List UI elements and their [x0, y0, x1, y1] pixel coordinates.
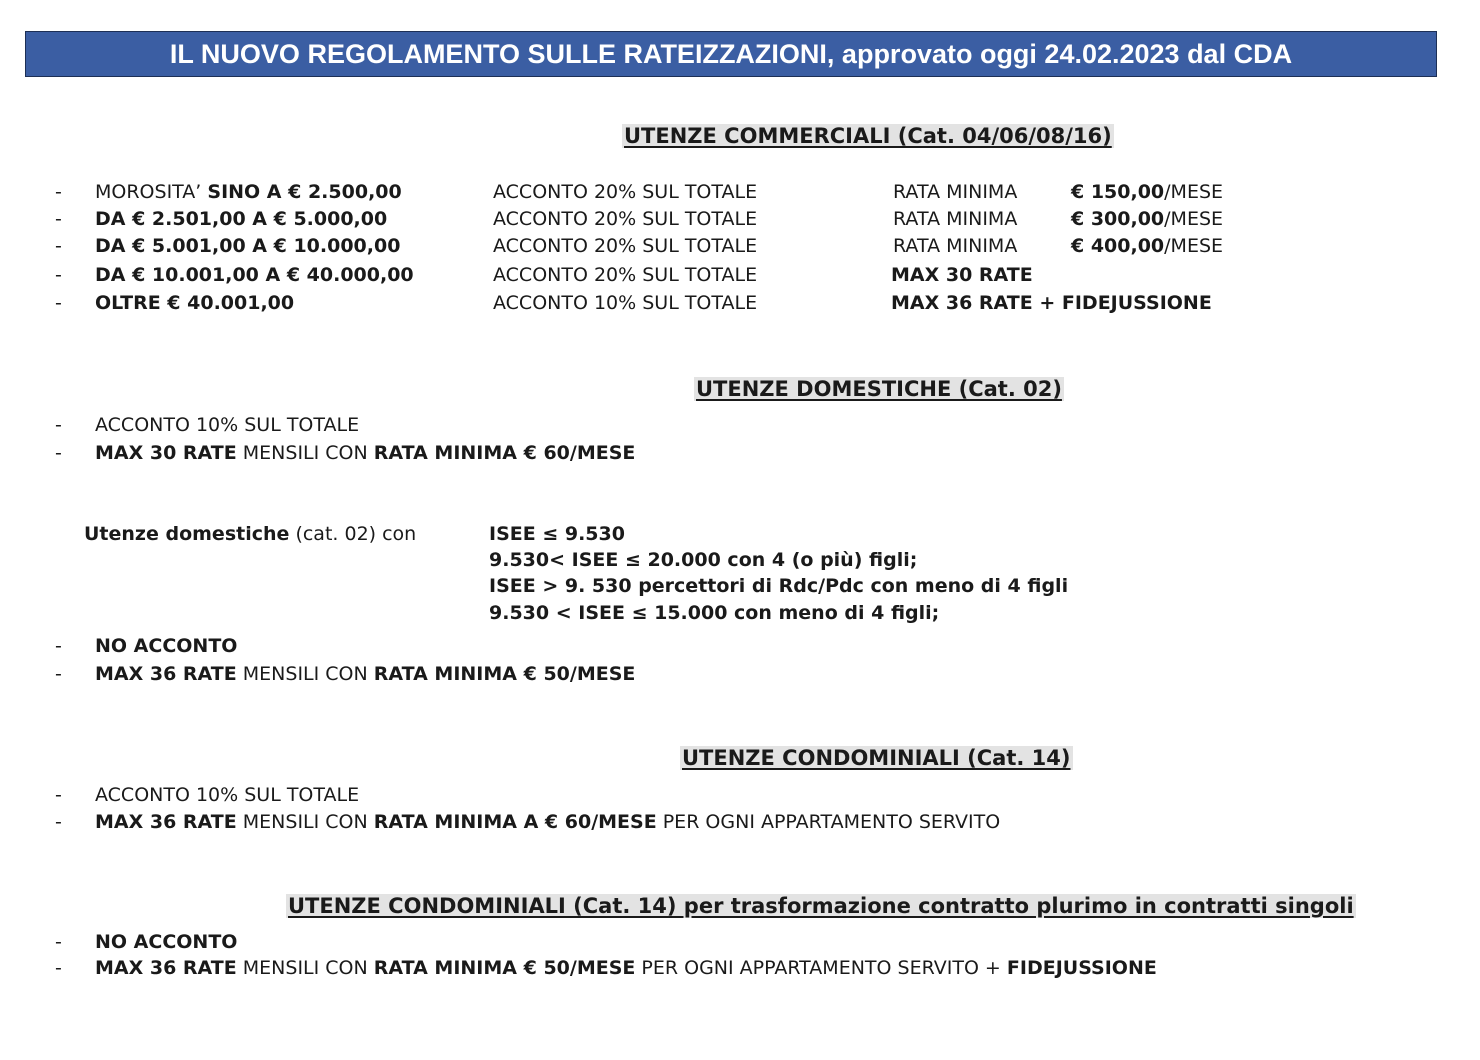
bullet: -: [55, 235, 62, 257]
domestiche-item-3: NO ACCONTO: [95, 635, 238, 657]
commerciali-rata-value: € 300,00/MESE: [1071, 208, 1224, 230]
commerciali-max-rate: MAX 36 RATE + FIDEJUSSIONE: [891, 292, 1212, 314]
bullet: -: [55, 264, 62, 286]
heading-trasformazione: UTENZE CONDOMINIALI (Cat. 14) per trasformazione contratto plurimo in contratti singoli: [288, 894, 1354, 918]
commerciali-range: DA € 2.501,00 A € 5.000,00: [95, 208, 388, 230]
bullet: -: [55, 442, 62, 464]
trasformazione-item-2: MAX 36 RATE MENSILI CON RATA MINIMA € 50/MESE PER OGNI APPARTAMENTO SERVITO + FIDEJUSSIONE: [95, 957, 1157, 979]
commerciali-range: DA € 10.001,00 A € 40.000,00: [95, 264, 414, 286]
commerciali-acconto: ACCONTO 10% SUL TOTALE: [493, 292, 758, 314]
bullet: -: [55, 181, 62, 203]
commerciali-acconto: ACCONTO 20% SUL TOTALE: [493, 264, 758, 286]
commerciali-acconto: ACCONTO 20% SUL TOTALE: [493, 208, 758, 230]
bullet: -: [55, 811, 62, 833]
bullet: -: [55, 414, 62, 436]
condominiali-item-1: ACCONTO 10% SUL TOTALE: [95, 784, 360, 806]
domestiche-item-1: ACCONTO 10% SUL TOTALE: [95, 414, 360, 436]
commerciali-acconto: ACCONTO 20% SUL TOTALE: [493, 181, 758, 203]
commerciali-acconto: ACCONTO 20% SUL TOTALE: [493, 235, 758, 257]
bullet: -: [55, 292, 62, 314]
bullet: -: [55, 957, 62, 979]
bullet: -: [55, 635, 62, 657]
bullet: -: [55, 208, 62, 230]
isee-condition: ISEE ≤ 9.530: [489, 523, 625, 545]
commerciali-rata-label: RATA MINIMA: [893, 208, 1018, 230]
isee-condition: ISEE > 9. 530 percettori di Rdc/Pdc con meno di 4 figli: [489, 575, 1069, 597]
heading-domestiche: UTENZE DOMESTICHE (Cat. 02): [696, 377, 1062, 401]
commerciali-rata-label: RATA MINIMA: [893, 181, 1018, 203]
commerciali-max-rate: MAX 30 RATE: [891, 264, 1033, 286]
isee-label: Utenze domestiche (cat. 02) con: [84, 523, 417, 545]
title-banner: IL NUOVO REGOLAMENTO SULLE RATEIZZAZIONI, approvato oggi 24.02.2023 dal CDA: [25, 31, 1437, 77]
commerciali-range: DA € 5.001,00 A € 10.000,00: [95, 235, 401, 257]
commerciali-range: OLTRE € 40.001,00: [95, 292, 295, 314]
bullet: -: [55, 784, 62, 806]
heading-commerciali: UTENZE COMMERCIALI (Cat. 04/06/08/16): [624, 124, 1112, 148]
isee-condition: 9.530 < ISEE ≤ 15.000 con meno di 4 figli;: [489, 602, 940, 624]
domestiche-item-4: MAX 36 RATE MENSILI CON RATA MINIMA € 50/MESE: [95, 663, 636, 685]
heading-condominiali: UTENZE CONDOMINIALI (Cat. 14): [682, 746, 1071, 770]
trasformazione-item-1: NO ACCONTO: [95, 931, 238, 953]
isee-condition: 9.530< ISEE ≤ 20.000 con 4 (o più) figli;: [489, 549, 918, 571]
condominiali-item-2: MAX 36 RATE MENSILI CON RATA MINIMA A € 60/MESE PER OGNI APPARTAMENTO SERVITO: [95, 811, 1001, 833]
commerciali-rata-value: € 400,00/MESE: [1071, 235, 1224, 257]
domestiche-item-2: MAX 30 RATE MENSILI CON RATA MINIMA € 60/MESE: [95, 442, 636, 464]
commerciali-rata-value: € 150,00/MESE: [1071, 181, 1224, 203]
bullet: -: [55, 663, 62, 685]
bullet: -: [55, 931, 62, 953]
commerciali-range: MOROSITA’ SINO A € 2.500,00: [95, 181, 402, 203]
commerciali-rata-label: RATA MINIMA: [893, 235, 1018, 257]
